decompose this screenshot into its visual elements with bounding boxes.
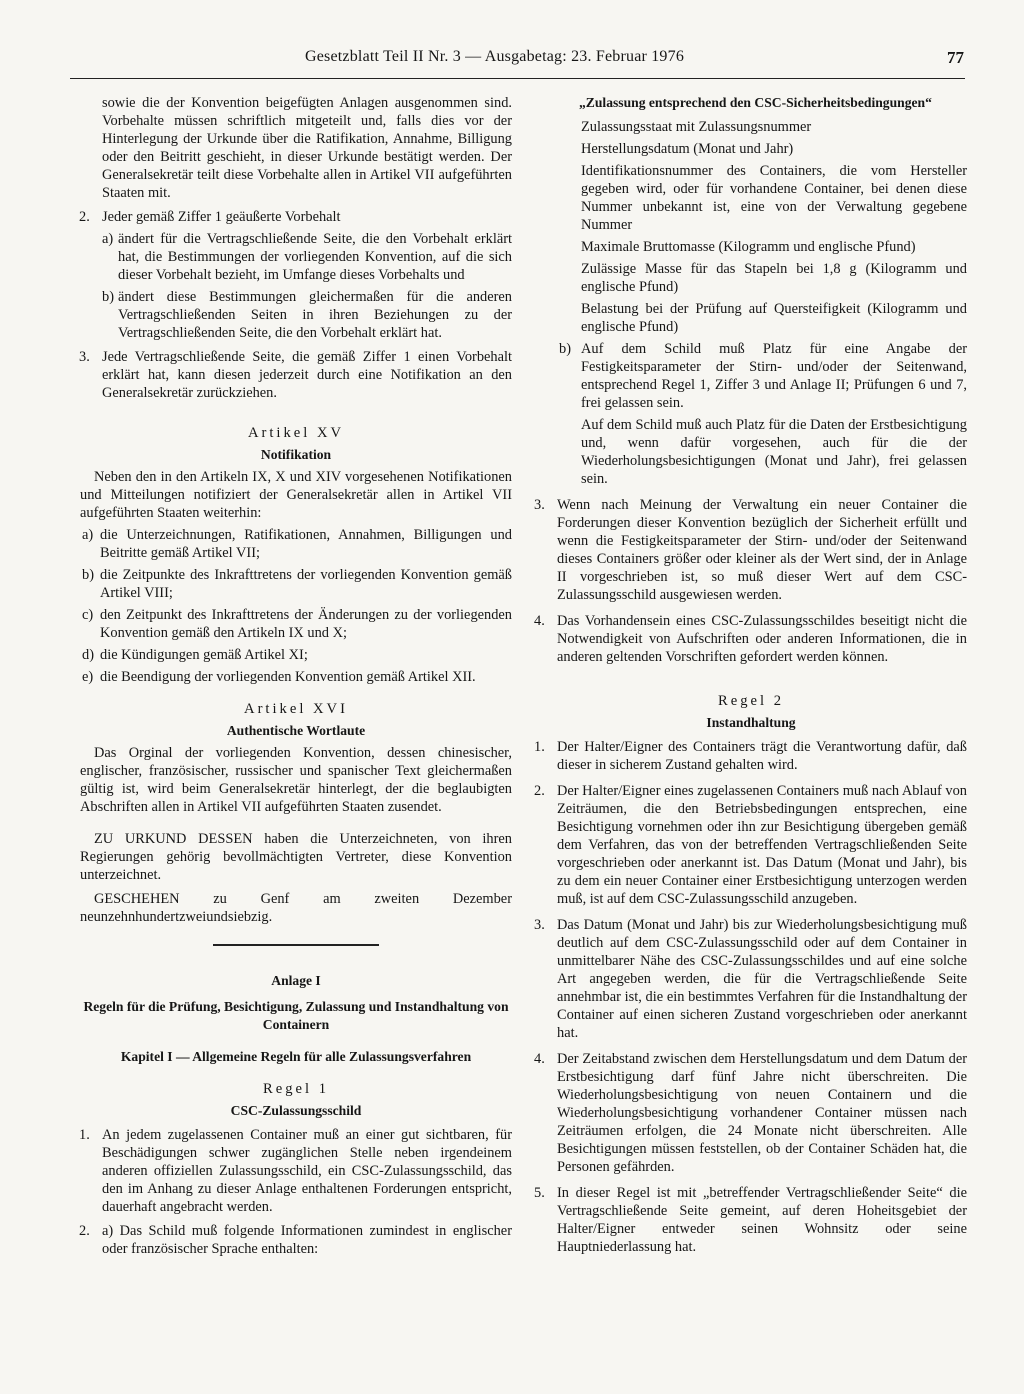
item-text: Der Zeitabstand zwischen dem Herstellungsdatum und dem Datum der Erstbesichtigung darf fünf Jahre nicht überschreiten. Die Wiederholungsbesichtigung von neuen Containern und die Wiederholungsbesichtigung vorhandener Container müssen nach Zeiträumen erfolgen, die 24 Monate nicht überschreiten. Alle Besichtigungen müssen feststellen, ob der Container Schäden hat, die Personen gefährden. [557,1051,967,1175]
list-item-e [80,668,512,686]
item-label: b) [82,567,94,583]
paragraph-reservations-intro: sowie die der Konvention beigefügten Anlagen ausgenommen sind. Vorbehalte müssen schriftlich mitgeteilt und, falls dies vor der Hinterlegung der Urkunde über die Ratifikation, Annahme, Billigung oder den Beitritt geschieht, in dieser Urkunde bestätigt werden. Der Generalsekretär teilt diese Vorbehalte allen in Artikel VII aufgeführten Staaten mit. [102,95,512,201]
plate-field: Zulassungsstaat mit Zulassungsnummer [581,119,812,135]
item-label: b) [559,341,571,357]
list-item-b [80,566,512,602]
list-item-3 [535,496,967,604]
paragraph-geschehen: GESCHEHEN zu Genf am zweiten Dezember neunzehnhundertzweiundsiebzig. [80,891,512,925]
rule-1-item-2 [80,1222,512,1258]
rule-2-item-4 [535,1050,967,1176]
rule-1-item-1 [80,1126,512,1216]
item-text: Wenn nach Meinung der Verwaltung ein neuer Container die Forderungen dieser Konvention bezüglich der Sicherheit erfüllt und wenn die Festigkeitsparameter der Stirn- und/oder der Seitenwand dieses Containers größer oder kleiner als der Wert sind, der in Anlage II vorgeschrieben ist, so muß dieser Wert auf dem CSC-Zulassungsschild ausgewiesen werden. [557,497,967,603]
item-number: 3. [534,497,545,513]
article-xvi-text: Das Orginal der vorliegenden Konvention, dessen chinesischer, englischer, französischer, russischer und spanischer Text gleichermaßen gültig ist, wird beim Generalsekretär hinterlegt, der die beglaubigten Abschriften allen in Artikel VII aufgeführten Staaten zusendet. [80,745,512,815]
item-text: Jede Vertragschließende Seite, die gemäß Ziffer 1 einen Vorbehalt erklärt hat, kann diesen jederzeit durch eine Notifikation an den Generalsekretär zurückziehen. [102,349,512,401]
item-text: den Zeitpunkt des Inkrafttretens der Änderungen zu der vorliegenden Konvention gemäß den Artikeln IX und X; [100,607,512,641]
rule-2-item-2 [535,782,967,908]
annex-subtitle: Regeln für die Prüfung, Besichtigung, Zulassung und Instandhaltung von Containern [83,999,509,1032]
item-number: 3. [79,349,90,365]
item-number: 4. [534,613,545,629]
item-number: 1. [534,739,545,755]
running-title: Gesetzblatt Teil II Nr. 3 — Ausgabetag: 23. Februar 1976 [305,48,685,65]
item-text: Jeder gemäß Ziffer 1 geäußerte Vorbehalt [102,209,341,225]
item-text: die Unterzeichnungen, Ratifikationen, Annahmen, Billigungen und Beitritte gemäß Artikel VII; [100,527,512,561]
item-number: 2. [79,1223,90,1239]
item-label: b) [102,289,114,305]
item-label: a) [82,527,94,543]
plate-field: Identifikationsnummer des Containers, die vom Hersteller gegeben wird, oder für vorhandene Container, bei denen diese Nummer unbekannt ist, eine von der Verwaltung gegebene Nummer [581,163,967,233]
item-text: die Kündigungen gemäß Artikel XI; [100,647,308,663]
list-item-2 [80,208,512,226]
plate-field: Maximale Bruttomasse (Kilogramm und englische Pfund) [581,239,916,255]
paragraph-urkund: ZU URKUND DESSEN haben die Unterzeichneten, von ihren Regierungen gehörig bevollmächtigten Vertreter, diese Konvention unterzeichnet. [80,831,512,883]
item-text: die Beendigung der vorliegenden Konvention gemäß Artikel XII. [100,669,476,685]
rule-2-item-3 [535,916,967,1042]
article-xv-intro: Neben den in den Artikeln IX, X und XIV vorgesehenen Notifikationen und Mitteilungen notifiziert der Generalsekretär allen in Artikel VII aufgeführten Staaten weiterhin: [80,469,512,521]
rule-2-heading: Regel 2 [718,693,784,709]
list-item-a [80,526,512,562]
item-text: ändert diese Bestimmungen gleichermaßen für die anderen Vertragschließenden Seiten in ihren Beziehungen zu der Vertragschließenden Seite, die den Vorbehalt erklärt hat. [118,289,512,341]
item-text: Der Halter/Eigner des Containers trägt die Verantwortung dafür, daß dieser in sicherem Zustand gehalten wird. [557,739,967,773]
article-xvi-title: Authentische Wortlaute [226,723,366,738]
list-item-2b [80,288,512,342]
item-label: d) [82,647,94,663]
item-label: c) [82,607,94,623]
plate-field: Belastung bei der Prüfung auf Quersteifigkeit (Kilogramm und englische Pfund) [581,301,967,335]
section-divider [213,944,379,946]
item-text: Das Vorhandensein eines CSC-Zulassungsschildes beseitigt nicht die Notwendigkeit von Aufschriften oder anderen Informationen, die in anderen geltenden Vorschriften gefordert werden können. [557,613,967,665]
list-item-c [80,606,512,642]
list-item-b [535,340,967,412]
plate-field: Zulässige Masse für das Stapeln bei 1,8 g (Kilogramm und englische Pfund) [581,261,967,295]
item-label: a) [102,231,114,247]
item-number: 3. [534,917,545,933]
right-column [535,94,967,1256]
plate-title: „Zulassung entsprechend den CSC-Sicherheitsbedingungen“ [579,95,932,110]
rule-2-item-5 [535,1184,967,1256]
item-text: In dieser Regel ist mit „betreffender Vertragschließender Seite“ die Vertragschließende Seite gemeint, auf deren Hoheitsgebiet der Halter/Eigner entweder seinen Wohnsitz oder seine Hauptniederlassung hat. [557,1185,967,1255]
item-text: die Zeitpunkte des Inkrafttretens der vorliegenden Konvention gemäß Artikel VIII; [100,567,512,601]
page-number: 77 [947,48,964,67]
article-xvi-heading: Artikel XVI [244,701,348,717]
item-label: e) [82,669,94,685]
item-number: 2. [79,209,90,225]
item-number: 2. [534,783,545,799]
paragraph-first-inspection: Auf dem Schild muß auch Platz für die Daten der Erstbesichtigung und, wenn dafür vorgesehen, auch für die der Wiederholungsbesichtigungen (Monat und Jahr), frei gelassen sein. [581,417,967,487]
left-column [80,94,512,1258]
item-text: An jedem zugelassenen Container muß an einer gut sichtbaren, für Beschädigungen schwer zugänglichen Stelle neben irgendeinem anderen offiziellen Zulassungsschild, ein CSC-Zulassungsschild, das den im Anhang zu dieser Anlage enthaltenen Forderungen entspricht, dauerhaft angebracht werden. [102,1127,512,1215]
rule-2-title: Instandhaltung [706,715,796,730]
item-number: 4. [534,1051,545,1067]
plate-field: Herstellungsdatum (Monat und Jahr) [581,141,794,157]
item-text: Auf dem Schild muß Platz für eine Angabe der Festigkeitsparameter der Stirn- und/oder der Seitenwand, entsprechend Regel 1, Ziffer 3 und Anlage II; Prüfungen 6 und 7, frei gelassen sein. [581,341,967,411]
page-header [0,48,1024,72]
list-item-2a [80,230,512,284]
header-rule [70,78,965,79]
item-number: 1. [79,1127,90,1143]
article-xv-title: Notifikation [260,447,332,462]
article-xv-heading: Artikel XV [247,425,345,441]
rule-2-item-1 [535,738,967,774]
list-item-3 [80,348,512,402]
item-text: a) Das Schild muß folgende Informationen zumindest in englischer oder französischer Sprache enthalten: [102,1223,512,1257]
chapter-title: Kapitel I — Allgemeine Regeln für alle Zulassungsverfahren [120,1049,472,1064]
item-number: 5. [534,1185,545,1201]
rule-1-heading: Regel 1 [263,1081,329,1097]
annex-title: Anlage I [271,973,321,988]
item-text: ändert für die Vertragschließende Seite, die den Vorbehalt erklärt hat, die Bestimmungen der vorliegenden Konvention, auf die sich dieser Vorbehalt bezieht, im Umfange dieses Vorbehalts und [118,231,512,283]
list-item-4 [535,612,967,666]
item-text: Das Datum (Monat und Jahr) bis zur Wiederholungsbesichtigung muß deutlich auf dem CSC-Zulassungsschild oder auf dem Container in unmittelbarer Nähe des CSC-Zulassungsschildes und auf eine solche Art angegeben werden, die für die Vertragschließende Seite annehmbar ist, die ein bestimmtes Verfahren für die Instandhaltung der Container auf einen sicheren Zustand vorgeschrieben oder anerkannt hat. [557,917,967,1041]
list-item-d [80,646,512,664]
item-text: Der Halter/Eigner eines zugelassenen Containers muß nach Ablauf von Zeiträumen, die den Betriebsbedingungen entsprechen, eine Besichtigung vornehmen oder ihn zur Besichtigung übergeben gemäß dem Verfahren, das von der betreffenden Vertragschließenden Seite vorgeschrieben oder anerkannt ist. Das Datum (Monat und Jahr), bis zu dem ein neuer Container einer Erstbesichtigung unterzogen werden muß, ist auf dem CSC-Zulassungsschild anzugeben. [557,783,967,907]
rule-1-title: CSC-Zulassungsschild [230,1103,362,1118]
